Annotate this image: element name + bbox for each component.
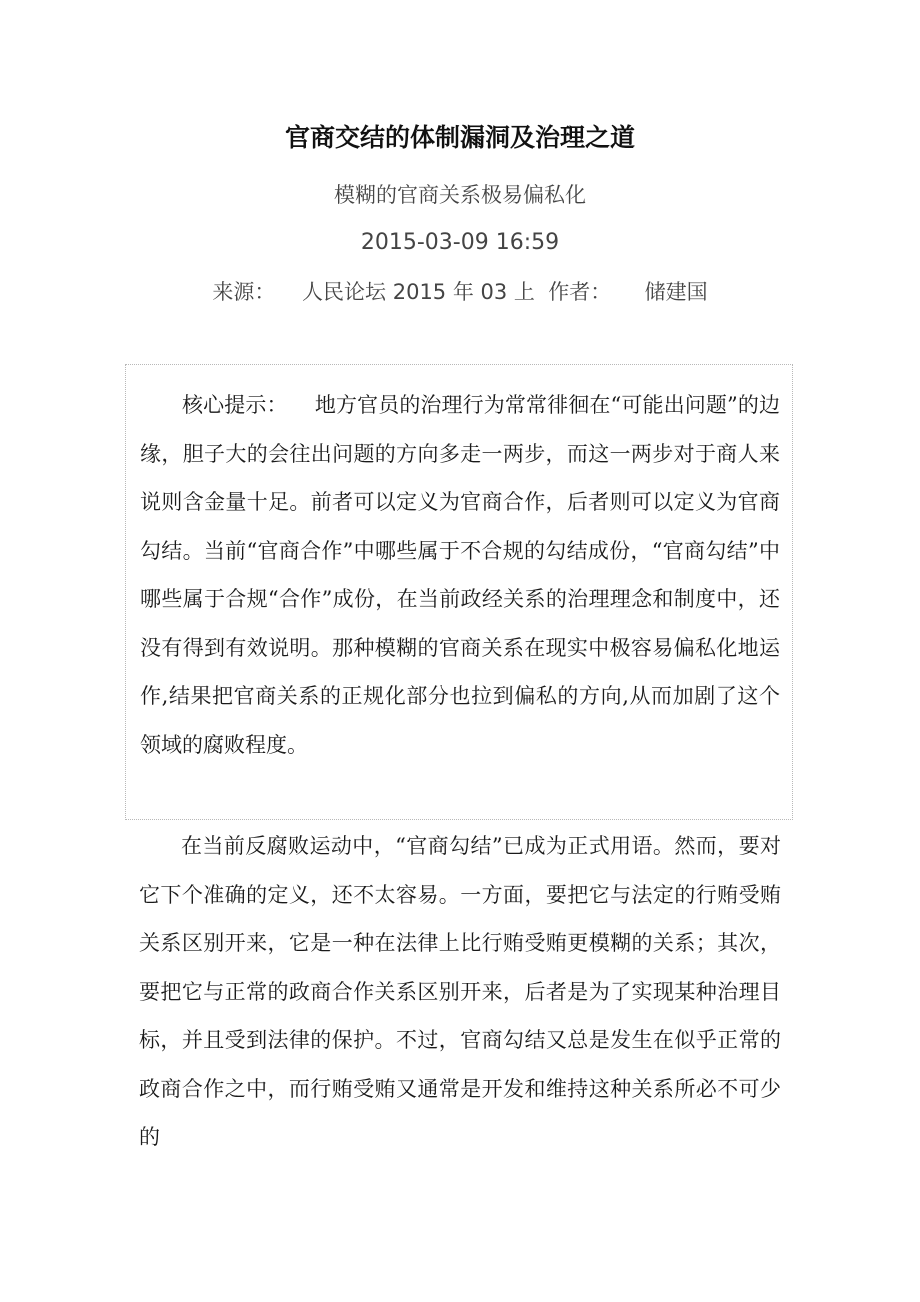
body-paragraph: 在当前反腐败运动中，“官商勾结”已成为正式用语。然而，要对它下个准确的定义，还不太容易。一方面，要把它与法定的行贿受贿关系区别开来，它是一种在法律上比行贿受贿更模糊的关系；其次，要把它与正常的政商合作关系区别开来，后者是为了实现某种治理目标，并且受到法律的保护。不过，官商勾结又总是发生在似乎正常的政商合作之中，而行贿受贿又通常是开发和维持这种关系所必不可少的: [139, 834, 781, 1149]
core-summary-text: 地方官员的治理行为常常徘徊在“可能出问题”的边缘，胆子大的会往出问题的方向多走一两步，而这一两步对于商人来说则含金量十足。前者可以定义为官商合作，后者则可以定义为官商勾结。当前“官商合作”中哪些属于不合规的勾结成份，“官商勾结”中哪些属于合规“合作”成份，在当前政经关系的治理理念和制度中，还没有得到有效说明。那种模糊的官商关系在现实中极容易偏私化地运作,结果把官商关系的正规化部分也拉到偏私的方向,从而加剧了这个领域的腐败程度。: [140, 393, 781, 757]
core-summary: [140, 381, 780, 769]
core-summary-label: 核心提示：: [182, 393, 288, 417]
source-author-line: 来源： 人民论坛 2015 年 03 上 作者： 储建国: [212, 280, 708, 304]
publish-datetime: 2015-03-09 16:59: [360, 230, 560, 255]
core-summary-box: [125, 364, 793, 820]
article-title: 官商交结的体制漏洞及治理之道: [284, 123, 635, 152]
article-subtitle: 模糊的官商关系极易偏私化: [334, 183, 586, 207]
